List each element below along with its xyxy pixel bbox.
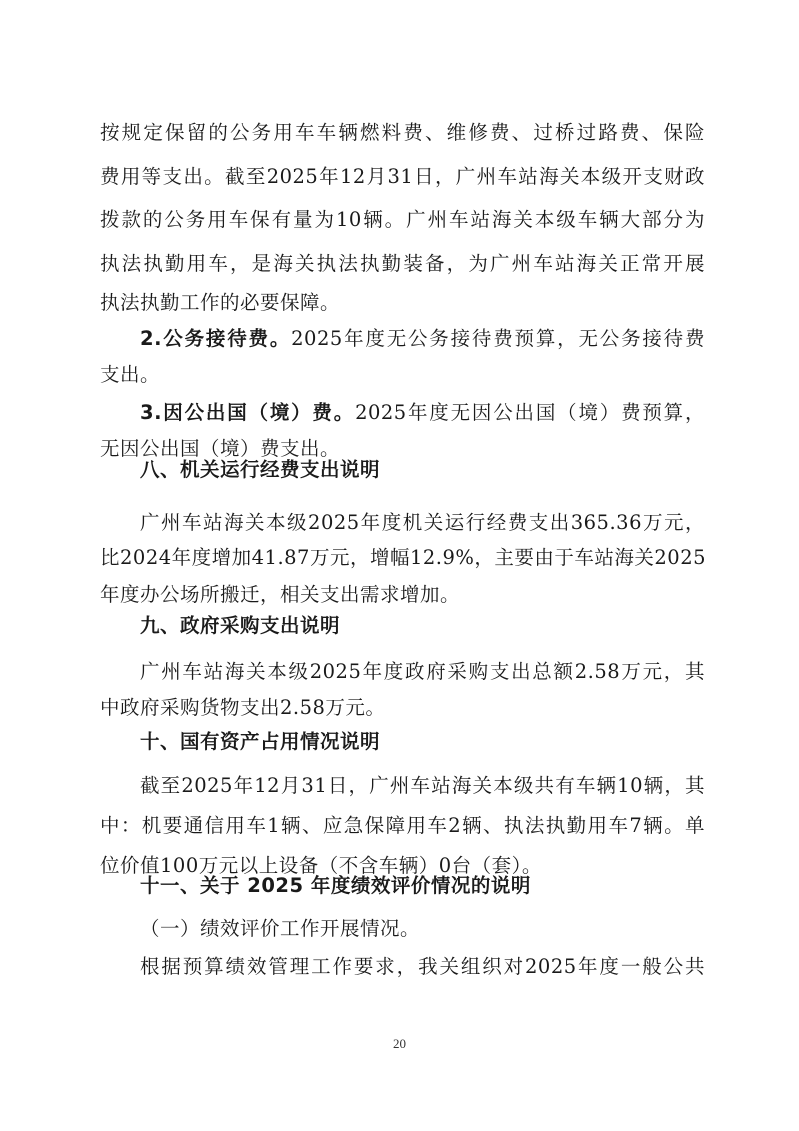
overseas-travel-paragraph <box>140 398 705 428</box>
body-text-line: 中政府采购货物支出2.58万元。 <box>100 696 386 719</box>
body-text-span: 2025年度无公务接待费预算，无公务接待费 <box>291 327 705 350</box>
section-heading: 十一、关于 2025 年度绩效评价情况的说明 <box>140 874 531 897</box>
reception-fee-paragraph <box>140 324 705 354</box>
body-text-line: 中：机要通信用车1辆、应急保障用车2辆、执法执勤用车7辆。单 <box>100 814 705 837</box>
page-number: 20 <box>393 1036 406 1051</box>
body-text-line: 拨款的公务用车保有量为10辆。广州车站海关本级车辆大部分为 <box>100 208 705 231</box>
body-text-line: 费用等支出。截至2025年12月31日，广州车站海关本级开支财政 <box>100 165 705 188</box>
body-text-line: 执法执勤工作的必要保障。 <box>100 291 341 314</box>
section-heading: 八、机关运行经费支出说明 <box>140 458 381 481</box>
body-text-line: 广州车站海关本级2025年度政府采购支出总额2.58万元，其 <box>140 660 705 683</box>
reception-fee-title: 2.公务接待费。 <box>140 327 292 350</box>
body-text-span: 2025年度无因公出国（境）费预算， <box>355 401 705 424</box>
body-text-line: 比2024年度增加41.87万元，增幅12.9%，主要由于车站海关2025 <box>100 546 707 569</box>
body-text-line: 无因公出国（境）费支出。 <box>100 437 341 460</box>
overseas-travel-title: 3.因公出国（境）费。 <box>140 401 356 424</box>
section-subheading: （一）绩效评价工作开展情况。 <box>140 917 421 940</box>
body-text-line: 执法执勤用车，是海关执法执勤装备，为广州车站海关正常开展 <box>100 252 705 275</box>
body-text-line: 支出。 <box>100 363 161 386</box>
body-text-line: 按规定保留的公务用车车辆燃料费、维修费、过桥过路费、保险 <box>100 121 705 144</box>
body-text-line: 位价值100万元以上设备（不含车辆）0台（套）。 <box>100 854 542 877</box>
body-text-line: 根据预算绩效管理工作要求，我关组织对2025年度一般公共 <box>140 955 705 978</box>
body-text-line: 截至2025年12月31日，广州车站海关本级共有车辆10辆，其 <box>140 774 705 797</box>
body-text-line: 年度办公场所搬迁，相关支出需求增加。 <box>100 583 461 606</box>
body-text-line: 广州车站海关本级2025年度机关运行经费支出365.36万元， <box>140 511 705 534</box>
section-heading: 十、国有资产占用情况说明 <box>140 730 381 753</box>
section-heading: 九、政府采购支出说明 <box>140 614 341 637</box>
